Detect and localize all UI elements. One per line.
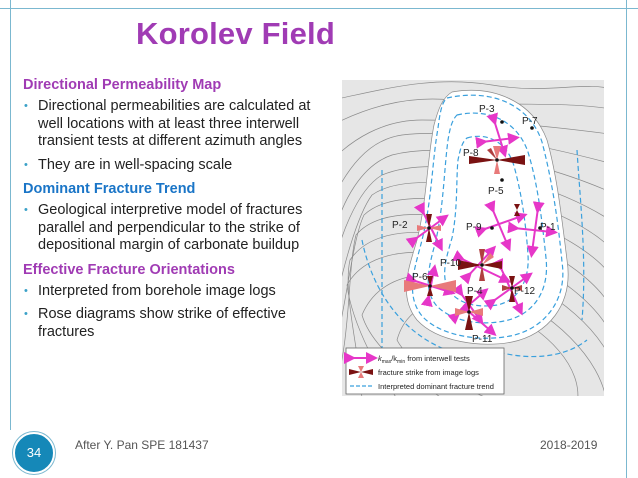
bullet-text: Directional permeabilities are calculated at well locations with at least three interwell transient tests at different azimuth angles	[38, 98, 311, 149]
bullet-dot-icon: •	[24, 100, 28, 112]
bullet-item	[23, 202, 323, 255]
frame-top-line	[0, 8, 638, 9]
text-content	[23, 76, 323, 347]
permeability-map-svg	[342, 80, 604, 396]
bullet-item	[23, 306, 323, 341]
well-label-p2: P-2	[392, 220, 408, 231]
map-legend	[346, 348, 504, 394]
well-label-p10: P-10	[440, 258, 462, 269]
bullet-item	[23, 157, 323, 175]
permeability-map-figure	[342, 80, 604, 396]
well-label-p11: P-11	[472, 334, 493, 345]
legend-perm-label: $k_{max}/k_{min}$ from interwell tests	[378, 354, 470, 365]
bullet-dot-icon: •	[24, 308, 28, 320]
legend-fracture-label: fracture strike from image logs	[378, 368, 479, 377]
well-label-p3: P-3	[479, 104, 495, 115]
bullet-text: Rose diagrams show strike of effective fractures	[38, 306, 286, 340]
bullet-text: Geological interpretive model of fractures parallel and perpendicular to the strike of depositional margin of carbonate buildup	[38, 202, 303, 253]
well-label-p4: P-4	[467, 286, 483, 297]
bullet-dot-icon: •	[24, 204, 28, 216]
bullet-dot-icon: •	[24, 158, 28, 171]
bullet-text: Interpreted from borehole image logs	[38, 282, 276, 299]
bullet-dot-icon: •	[24, 284, 28, 297]
page-number: 34	[26, 445, 42, 460]
slide-title: Korolev Field	[136, 16, 335, 51]
well-label-p9: P-9	[466, 222, 482, 233]
well-label-p12: P-12	[514, 286, 536, 297]
page-number-badge	[13, 432, 55, 474]
section-heading-fracture-trend: Dominant Fracture Trend	[23, 181, 196, 197]
frame-right-line	[626, 0, 627, 478]
bullet-item	[23, 283, 323, 301]
well-label-p7: P-7	[522, 116, 538, 127]
well-label-p8: P-8	[463, 148, 479, 159]
bullet-text: They are in well-spacing scale	[38, 156, 233, 173]
well-label-p6: P-6	[412, 272, 428, 283]
section-heading-permeability: Directional Permeability Map	[23, 77, 222, 93]
well-label-p1: P-1	[540, 222, 556, 233]
frame-left-line	[10, 0, 11, 430]
footer-citation: After Y. Pan SPE 181437	[75, 438, 209, 452]
bullet-item	[23, 98, 323, 151]
well-label-p5: P-5	[488, 186, 504, 197]
legend-trend-label: Interpreted dominant fracture trend	[378, 382, 494, 391]
footer-date: 2018-2019	[540, 438, 598, 452]
section-heading-fracture-orientations: Effective Fracture Orientations	[23, 261, 235, 278]
